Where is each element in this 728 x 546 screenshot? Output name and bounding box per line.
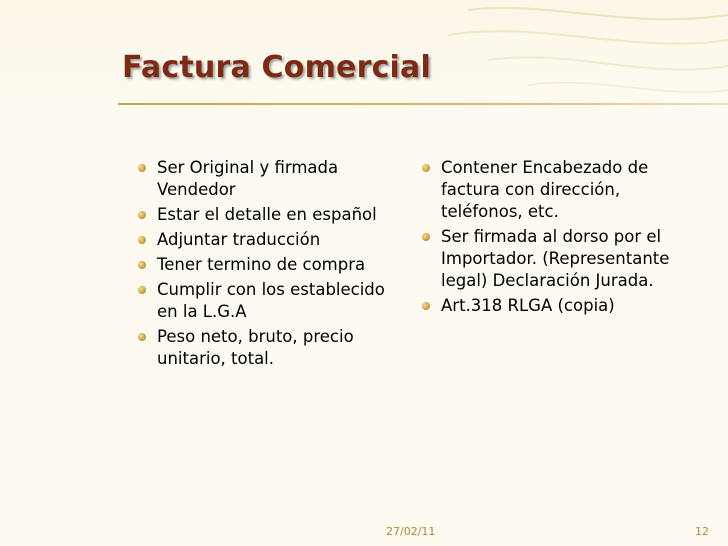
bullet-item [138, 279, 396, 323]
title-divider [118, 103, 728, 105]
bullet-icon [422, 233, 430, 241]
bullet-icon [422, 302, 430, 310]
bullet-item [422, 157, 684, 223]
bullet-text: Estar el detalle en español [157, 205, 377, 224]
bullet-item [138, 229, 396, 251]
bullet-text: Cumplir con los establecido en la L.G.A [157, 280, 385, 321]
bullet-icon [138, 211, 146, 219]
bullet-item [138, 254, 396, 276]
footer-date: 27/02/11 [386, 525, 436, 538]
page-number: 12 [695, 525, 709, 538]
bullet-text: Contener Encabezado de factura con dirección, teléfonos, etc. [441, 158, 649, 221]
bullet-item [422, 226, 684, 292]
bullet-icon [422, 164, 430, 172]
bullet-text: Ser Original y firmada Vendedor [157, 158, 339, 199]
bullet-text: Ser firmada al dorso por el Importador. (Representante legal) Declaración Jurada. [441, 227, 670, 290]
bullet-item [138, 157, 396, 201]
bullet-icon [138, 164, 146, 172]
decorative-swirl [428, 0, 728, 105]
bullet-icon [138, 333, 146, 341]
bullet-item [422, 295, 684, 317]
bullet-text: Adjuntar traducción [157, 230, 321, 249]
bullet-text: Peso neto, bruto, precio unitario, total. [157, 327, 354, 368]
bullet-item [138, 204, 396, 226]
bullet-text: Art.318 RLGA (copia) [441, 296, 615, 315]
bullet-text: Tener termino de compra [157, 255, 366, 274]
right-bullet-list [422, 157, 684, 320]
slide-title: Factura Comercial [122, 50, 431, 85]
bullet-icon [138, 236, 146, 244]
bullet-icon [138, 286, 146, 294]
bullet-icon [138, 261, 146, 269]
bullet-item [138, 326, 396, 370]
left-bullet-list [138, 157, 396, 373]
